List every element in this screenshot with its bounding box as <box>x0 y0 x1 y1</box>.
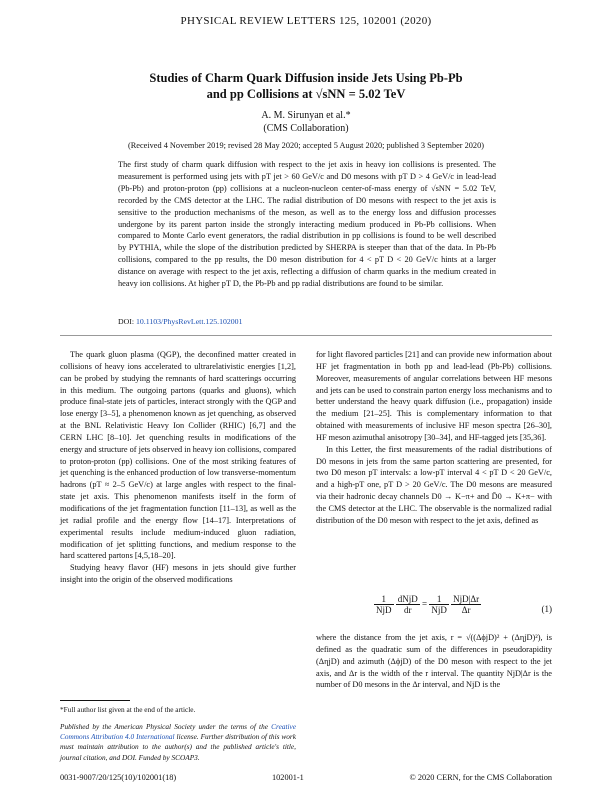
right-column <box>316 349 552 527</box>
footnote-rule <box>60 700 130 701</box>
eq-derivative: $\frac{\text{dNjD}}{dr}$ <box>397 594 418 615</box>
paragraph: where the distance from the jet axis, r = √((ΔϕjD)² + (ΔηjD)²), is defined as the quadratic sum of the differences in pseudorapidity (ΔηjD) and azimuth (ΔϕjD) of the D0 meson with respect to the jet axis, and Δr is the width of the r interval. The quantity NjD|Δr is the number of D0 mesons in the Δr interval, and NjD is the <box>316 633 552 690</box>
eq-prefactor-rhs: $\frac{1}{\text{NjD}}$ <box>431 594 447 615</box>
title-line-2: and pp Collisions at √sNN = 5.02 TeV <box>206 87 406 101</box>
doi-label: DOI: <box>118 317 136 326</box>
left-column <box>60 349 296 586</box>
footer-page-number: 102001-1 <box>272 773 304 782</box>
paragraph: for light flavored particles [21] and can provide new information about HF jet fragmentation in both pp and lead-lead (Pb-Pb) collisions. Moreover, measurements of angular correlations between HF mesons and jets can be used to constrain parton energy loss mechanisms and to better understand the heavy quark diffusion (i.e., propagation) inside the medium [21–25]. This is complementary information to that obtained with measurements of inclusive HF meson spectra [26–30], HF meson azimuthal anisotropy [30–34], and HF-tagged jets [35,36]. <box>316 350 552 442</box>
eq-prefactor: $\frac{1}{\text{NjD}}$ <box>376 594 392 615</box>
right-column-continued <box>316 632 552 691</box>
eq-equals: = <box>422 598 430 609</box>
section-divider <box>60 335 552 336</box>
footer-issn: 0031-9007/20/125(10)/102001(18) <box>60 773 177 782</box>
abstract: The first study of charm quark diffusion with respect to the jet axis in heavy ion collisions is presented. The measurement is performed using jets with pT jet > 60 GeV/c and D0 mesons with pT D > 4 GeV/c in lead-lead (Pb-Pb) and proton-proton (pp) collisions at a nucleon-nucleon center-of-mass energy of √sNN = 5.02 TeV, recorded by the CMS detector at the LHC. The radial distribution of D0 mesons with respect to the jet axis is sensitive to the production mechanisms of the meson, as well as to the energy loss and diffusion processes undergone by its parent parton inside the strongly interacting medium produced in Pb-Pb collisions. When compared to Monte Carlo event generators, the radial distribution in pp collisions is found to be well described by PYTHIA, while the slope of the distribution predicted by SHERPA is steeper than that of the data. In Pb-Pb collisions, compared to the pp results, the D0 meson distribution for 4 < pT D < 20 GeV/c hints at a larger distance on average with respect to the jet axis, reflecting a diffusion of charm quarks in the medium created in heavy ion collisions. At higher pT D, the Pb-Pb and pp radial distributions are found to be similar. <box>118 160 496 289</box>
received-dates: (Received 4 November 2019; revised 28 May 2020; accepted 5 August 2020; published 3 September 2020) <box>128 141 484 150</box>
journal-header: PHYSICAL REVIEW LETTERS 125, 102001 (2020) <box>180 15 432 27</box>
paragraph: Studying heavy flavor (HF) mesons in jets should give further insight into the origin of the observed modifications <box>60 563 296 585</box>
author-list: A. M. Sirunyan et al.* <box>261 110 351 121</box>
equation-body <box>374 594 481 615</box>
doi-link[interactable]: 10.1103/PhysRevLett.125.102001 <box>135 317 243 326</box>
title-line-1: Studies of Charm Quark Diffusion inside Jets Using Pb-Pb <box>149 71 463 85</box>
doi-line <box>118 317 242 326</box>
eq-ratio: $\frac{\text{NjD|Δr}}{\Delta r}$ <box>453 594 480 615</box>
license-link[interactable]: Creative Commons Attribution 4.0 International <box>60 722 296 742</box>
equation-number: (1) <box>541 604 552 614</box>
license-notice: Published by the American Physical Society under the terms of the Creative Commons Attribution 4.0 International license. Further distribution of this work must maintain attribution to the author(s) and the published article's title, journal citation, and DOI. Funded by SCOAP3. <box>60 722 296 762</box>
footer-copyright: © 2020 CERN, for the CMS Collaboration <box>409 773 552 782</box>
footnote: *Full author list given at the end of the article. <box>60 705 196 714</box>
equation-1 <box>316 592 552 626</box>
paragraph: In this Letter, the first measurements of the radial distributions of D0 mesons in jets from the same parton scattering are presented, for two D0 meson pT intervals: a low-pT interval 4 < pT D < 20 GeV/c, and a high-pT one, pT D > 20 GeV/c. The D0 mesons are measured via their hadronic decay channels D0 → K−π+ and D̄0 → K+π− with the CMS detector at the LHC. The observable is the normalized radial distribution of the D0 meson with respect to the jet axis, defined as <box>316 444 552 525</box>
collaboration: (CMS Collaboration) <box>263 123 349 134</box>
paper-title <box>60 70 552 102</box>
paragraph: The quark gluon plasma (QGP), the deconfined matter created in collisions of heavy ions accelerated to ultrarelativistic energies [1,2], can be probed by studying the remnants of hard scatterings occurring in this medium. The outgoing partons (quarks and gluons), which produce final-state jets of particles, interact strongly with the QGP and lose energy [3–5], a phenomenon known as jet quenching, as observed at the BNL Relativistic Heavy Ion Collider (RHIC) [6,7] and the CERN LHC [8–10]. Jet quenching results in modifications of the energy and structure of jets observed in heavy ion collisions, compared to proton-proton (pp) collisions. One of the most striking features of jet quenching is the enhanced production of low transverse-momentum hadrons (pT ≈ 2–5 GeV/c) at large angles with respect to the final-state jet axis. This phenomenon manifests itself in the form of modifications of the jet fragmentation function [11–13], as well as the jet radial profile and the energy flow [14–17]. Interpretations of experimental results include medium-induced gluon radiation, modification of jet splitting functions, and medium response to the hard scattered partons [4,5,18–20]. <box>60 350 297 561</box>
